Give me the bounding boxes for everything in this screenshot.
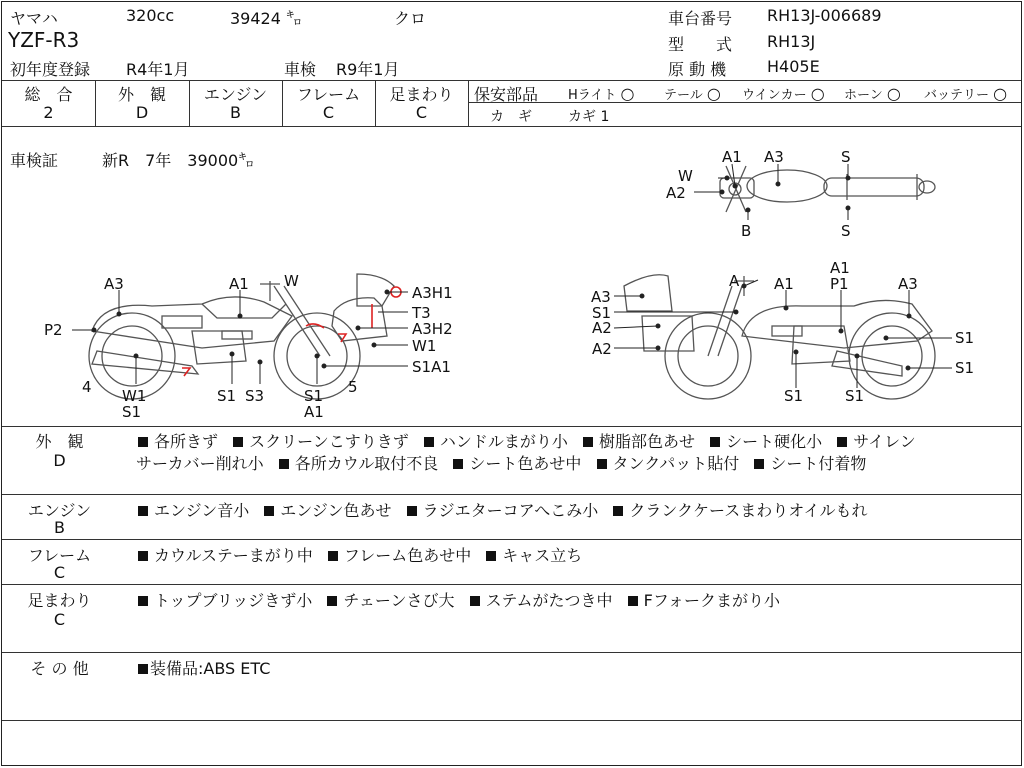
grade-label-engine: エンジン [203, 85, 268, 104]
safety-item-horn: ホーン ○ [844, 84, 901, 103]
remark-grade: C [53, 563, 66, 582]
remark-item: エンジン音小 [138, 501, 249, 520]
engine-model-label: 原 動 機 [668, 60, 727, 79]
type-label: 型 式 [668, 35, 733, 54]
remark-item: トップブリッジきず小 [138, 591, 312, 610]
divider [2, 539, 1021, 540]
safety-item-headlight: Hライト ○ [568, 84, 635, 103]
remark-item: チェーンさび大 [327, 591, 454, 610]
divider [2, 494, 1021, 495]
key-value: カギ 1 [568, 109, 610, 125]
remark-item: キャス立ち [486, 546, 582, 565]
remark-line [138, 588, 790, 611]
first-reg-value: R4年1月 [126, 60, 190, 79]
remark-item: カウルステーまがり中 [138, 546, 313, 565]
diagram-label: P2 [44, 321, 63, 339]
remark-item: フレーム色あせ中 [328, 546, 471, 565]
inspection-label: 車検 [284, 60, 317, 79]
remark-item: シート色あせ中 [453, 454, 581, 473]
type-value: RH13J [767, 32, 816, 51]
diagram-label: S1 [955, 359, 975, 377]
engine-model-value: H405E [767, 57, 820, 76]
remark-category: そ の 他 [30, 659, 89, 678]
diagram-label: 4 [82, 378, 92, 396]
diagram-label: S1 [592, 304, 612, 322]
safety-label: 保安部品 [474, 85, 539, 104]
remark-line [138, 429, 926, 452]
diagram-label: A3 [591, 288, 611, 306]
frame-no-value: RH13J-006689 [767, 6, 882, 25]
divider [468, 80, 469, 126]
grade-label-exterior: 外 観 [117, 85, 166, 104]
remark-grade: C [53, 610, 66, 629]
diagram-label: W [678, 167, 693, 185]
diagram-label: A2 [592, 340, 612, 358]
remark-item: タンクパット貼付 [597, 454, 740, 473]
grade-value-engine: B [230, 103, 241, 122]
maker: ヤマハ [10, 9, 58, 28]
diagram-label: S [841, 148, 851, 166]
diagram-label: B [741, 222, 752, 240]
displacement: 320cc [126, 6, 175, 25]
diagram-label: S3 [245, 387, 265, 405]
motorcycle-right-view [624, 275, 935, 399]
safety-item-winker: ウインカー ○ [742, 84, 825, 103]
remark-item: ハンドルまがり小 [424, 432, 568, 451]
remark-line [138, 543, 592, 566]
diagram-label: W1 [412, 337, 437, 355]
remark-item: Fフォークまがり小 [628, 591, 780, 610]
diagram-label: S1 [955, 329, 975, 347]
model-name: YZF-R3 [8, 28, 80, 52]
divider [2, 652, 1021, 653]
divider [2, 426, 1021, 427]
remark-item: ステムがたつき中 [470, 591, 613, 610]
remark-category: 外 観 [35, 432, 84, 451]
diagram-label: 5 [348, 378, 358, 396]
frame-no-label: 車台番号 [668, 9, 733, 28]
diagram-label: A3 [104, 275, 124, 293]
key-label: カ ギ [490, 109, 532, 125]
inspection-cert-value: 新R 7年 39000㌔ [102, 151, 255, 170]
damage-diagram [2, 126, 1021, 426]
remark-item: サーカバー削れ小 [136, 454, 264, 473]
remark-item: 装備品:ABS ETC [138, 659, 270, 678]
inspection-sheet [1, 1, 1022, 766]
remark-item: 各所カウル取付不良 [279, 454, 439, 473]
diagram-label: S1 [122, 403, 142, 421]
diagram-label: W1 [122, 387, 147, 405]
inspection-cert-label: 車検証 [10, 151, 59, 170]
diagram-label: A1 [722, 148, 742, 166]
divider [2, 80, 1021, 81]
diagram-label: S1 [784, 387, 804, 405]
diagram-label: S1 [304, 387, 324, 405]
remark-category: 足まわり [27, 591, 92, 610]
diagram-label: S1A1 [412, 358, 451, 376]
diagram-label: A3H2 [412, 320, 453, 338]
diagram-label: A3H1 [412, 284, 453, 302]
diagram-label: P1 [830, 275, 849, 293]
remark-item: シート付着物 [754, 454, 866, 473]
diagram-label: A1 [229, 275, 249, 293]
remark-category: エンジン [27, 501, 92, 520]
motorcycle-top-view [720, 166, 935, 212]
remark-line [138, 656, 280, 679]
remark-item: クランクケースまわりオイルもれ [613, 501, 867, 520]
remark-category: フレーム [27, 546, 92, 565]
diagram-label: S [841, 222, 851, 240]
diagram-label: A [729, 272, 740, 290]
diagram-label: S1 [217, 387, 237, 405]
diagram-label: A1 [830, 259, 850, 277]
grade-value-overall: 2 [43, 103, 54, 122]
diagram-label: A3 [898, 275, 918, 293]
remark-item: エンジン色あせ [264, 501, 391, 520]
remark-line [138, 498, 877, 521]
grade-value-suspension: C [415, 103, 428, 122]
grade-label-frame: フレーム [296, 85, 361, 104]
safety-item-tail: テール ○ [664, 84, 721, 103]
mileage: 39424 ㌔ [230, 9, 302, 28]
remark-item: ラジエターコアへこみ小 [407, 501, 599, 520]
diagram-label: A1 [304, 403, 324, 421]
divider [2, 720, 1021, 721]
diagram-label: A2 [666, 184, 686, 202]
diagram-label: A1 [774, 275, 794, 293]
remark-line [136, 451, 876, 474]
first-reg-label: 初年度登録 [10, 60, 91, 79]
color: クロ [394, 9, 427, 28]
remark-grade: D [53, 451, 66, 470]
diagram-label: A3 [764, 148, 784, 166]
remark-item: サイレン [837, 432, 915, 451]
remark-item: シート硬化小 [710, 432, 822, 451]
grade-label-suspension: 足まわり [389, 85, 454, 104]
remark-item: 各所きず [138, 432, 218, 451]
grade-label-overall: 総 合 [24, 85, 73, 104]
remark-grade: B [54, 518, 65, 537]
diagram-label: S1 [845, 387, 865, 405]
remark-item: 樹脂部色あせ [583, 432, 695, 451]
divider [2, 584, 1021, 585]
diagram-label: T3 [412, 304, 431, 322]
grade-value-frame: C [322, 103, 335, 122]
grade-value-exterior: D [135, 103, 149, 122]
safety-item-battery: バッテリー ○ [924, 84, 1008, 103]
diagram-label: A2 [592, 319, 612, 337]
diagram-label: W [284, 272, 299, 290]
inspection-value: R9年1月 [336, 60, 400, 79]
remark-item: スクリーンこすりきず [233, 432, 409, 451]
